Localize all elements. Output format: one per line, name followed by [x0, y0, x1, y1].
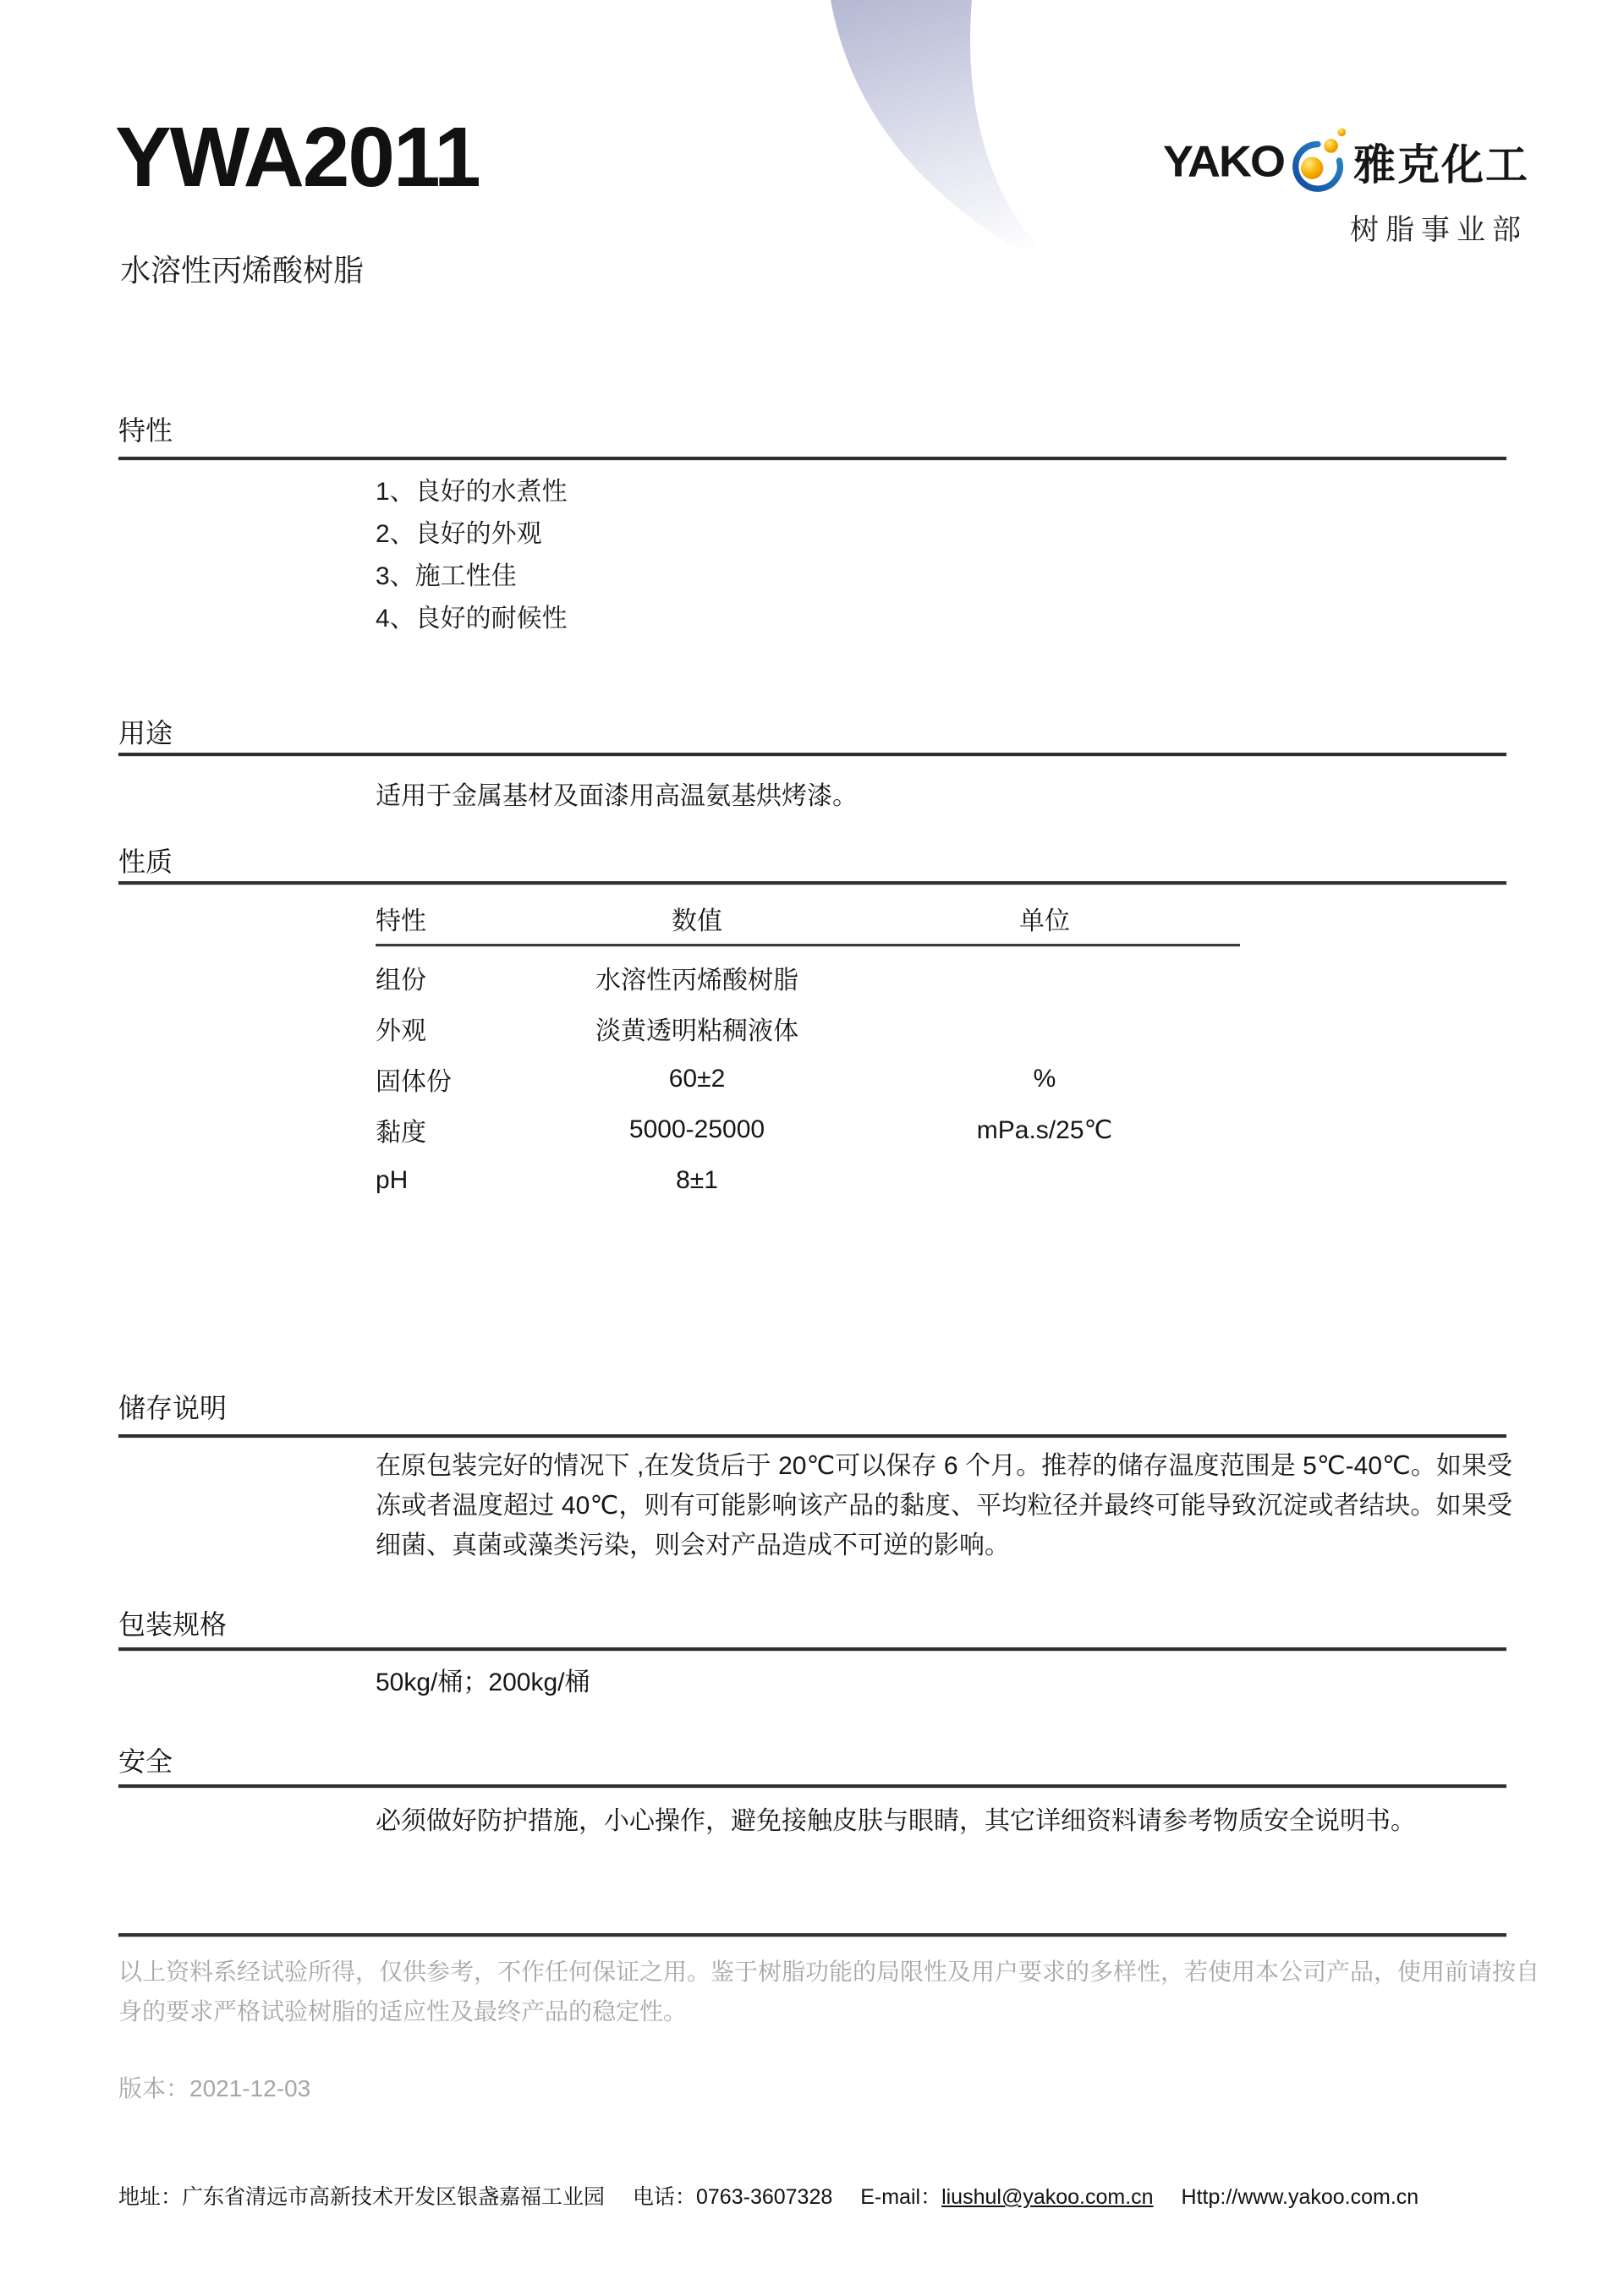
property-name-cell: 固体份 [376, 1068, 452, 1096]
column-header-property: 特性 [376, 907, 426, 935]
property-value-cell: 淡黄透明粘稠液体 [595, 1017, 798, 1045]
property-value-cell: 60±2 [668, 1065, 726, 1093]
section-divider [118, 753, 1506, 757]
column-header-value: 数值 [672, 907, 722, 935]
email-link[interactable]: liushul@yakoo.com.cn [941, 2185, 1154, 2209]
safety-text: 必须做好防护措施，小心操作，避免接触皮肤与眼睛，其它详细资料请参考物质安全说明书。 [376, 1807, 1416, 1835]
address-label: 地址： [118, 2185, 183, 2209]
footer-divider [118, 1933, 1506, 1937]
feature-item: 2、良好的外观 [376, 520, 542, 548]
property-name-cell: pH [376, 1166, 409, 1194]
property-name-cell: 黏度 [376, 1119, 426, 1147]
website-text: Http://www.yakoo.com.cn [1181, 2185, 1419, 2209]
contact-footer [118, 2180, 1418, 2211]
table-row [376, 1054, 1240, 1104]
phone-value: 0763-3607328 [696, 2185, 833, 2209]
usage-heading: 用途 [118, 718, 173, 748]
storage-text: 在原包装完好的情况下 ,在发货后于 20℃可以保存 6 个月。推荐的储存温度范围是 5℃-40℃。如果受冻或者温度超过 40℃，则有可能影响该产品的黏度、平均粒径并最终可能导致沉淀或者结块。如果受细菌、真菌或藻类污染，则会对产品造成不可逆的影响。 [376, 1452, 1512, 1559]
properties-table-header [376, 896, 1240, 940]
properties-table-body [376, 952, 1240, 1206]
packaging-text: 50kg/桶；200kg/桶 [376, 1669, 590, 1696]
version-text: 版本：2021-12-03 [118, 2075, 311, 2101]
section-divider [118, 1647, 1506, 1652]
section-divider [118, 457, 1506, 461]
packaging-heading: 包装规格 [118, 1609, 228, 1640]
table-header-rule [376, 944, 1240, 947]
properties-heading: 性质 [118, 847, 173, 877]
brand-name-chinese: 雅克化工 [1353, 141, 1529, 189]
brand-logo-text: YAKO [1162, 137, 1284, 186]
property-unit-cell: mPa.s/25℃ [976, 1115, 1113, 1144]
properties-table [376, 896, 1240, 1206]
brand-division: 树脂事业部 [1350, 214, 1528, 246]
property-name-cell: 组份 [376, 967, 426, 995]
column-header-unit: 单位 [1019, 907, 1070, 935]
table-row [376, 1104, 1240, 1155]
storage-heading: 储存说明 [118, 1393, 228, 1423]
property-name-cell: 外观 [376, 1017, 426, 1045]
table-row [376, 1003, 1240, 1054]
brand-logo [1163, 123, 1529, 248]
features-list [376, 471, 568, 640]
property-value-cell: 5000-25000 [628, 1115, 765, 1143]
property-unit-cell: % [1033, 1065, 1056, 1093]
feature-item: 4、良好的耐候性 [376, 605, 568, 633]
feature-item: 3、施工性佳 [376, 562, 517, 590]
table-row [376, 952, 1240, 1003]
safety-heading: 安全 [118, 1746, 173, 1777]
section-divider [118, 881, 1506, 885]
feature-item: 1、良好的水煮性 [376, 478, 568, 506]
brand-orbit-icon [1287, 123, 1350, 200]
section-divider [118, 1434, 1506, 1438]
address-value: 广东省清远市高新技术开发区银盏嘉福工业园 [182, 2185, 606, 2209]
section-divider [118, 1784, 1506, 1789]
property-value-cell: 8±1 [676, 1166, 718, 1194]
property-value-cell: 水溶性丙烯酸树脂 [595, 967, 798, 995]
email-label: E-mail： [860, 2185, 942, 2209]
features-heading: 特性 [118, 415, 173, 446]
phone-label: 电话： [632, 2185, 696, 2209]
table-row [376, 1155, 1240, 1206]
disclaimer-text: 以上资料系经试验所得，仅供参考，不作任何保证之用。鉴于树脂功能的局限性及用户要求的多样性，若使用本公司产品，使用前请按自身的要求严格试验树脂的适应性及最终产品的稳定性。 [118, 1959, 1540, 2025]
product-title: YWA2011 [115, 110, 480, 205]
product-subtitle: 水溶性丙烯酸树脂 [120, 253, 365, 288]
usage-text: 适用于金属基材及面漆用高温氨基烘烤漆。 [376, 782, 858, 810]
